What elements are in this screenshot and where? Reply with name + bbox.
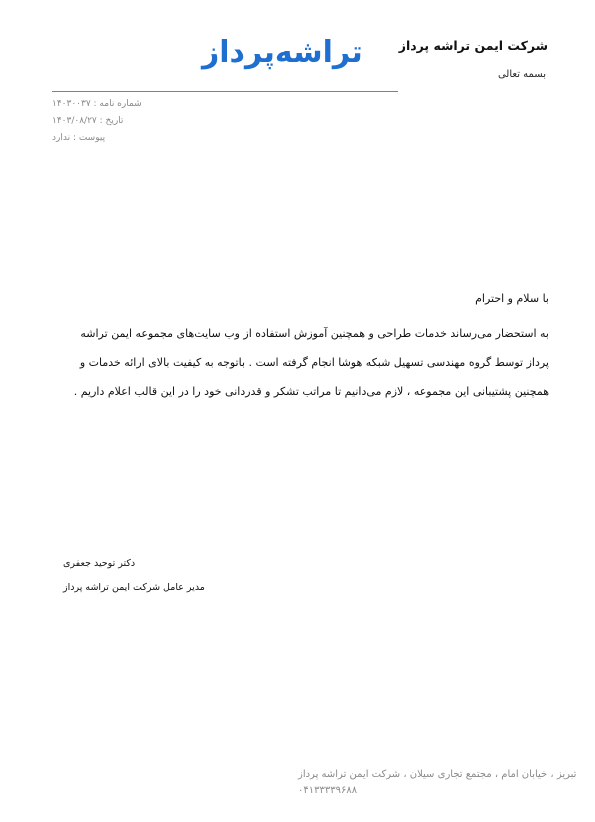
letter-number: شماره نامه : ۱۴۰۳۰۰۳۷ — [52, 99, 142, 109]
body-line: پرداز توسط گروه مهندسی تسهیل شبکه هوشا انجام گرفته است . باتوجه به کیفیت بالای ارائه خدمات و — [79, 356, 549, 369]
invocation: بسمه تعالی — [497, 69, 546, 80]
logo-wordmark: تراشه‌پرداز — [202, 35, 363, 70]
footer-address: تبریز ، خیابان امام ، مجتمع تجاری سیلان ، شرکت ایمن تراشه پرداز — [298, 769, 577, 780]
company-logo — [52, 30, 363, 72]
letter-date: تاریخ : ۱۴۰۳/۰۸/۲۷ — [52, 116, 124, 126]
body-line: همچنین پشتیبانی این مجموعه ، لازم می‌دانیم تا مراتب تشکر و قدردانی خود را در این قالب اعلام داریم . — [73, 385, 549, 398]
header-divider — [52, 91, 398, 92]
greeting: با سلام و احترام — [475, 292, 549, 305]
attachment-info: پیوست : ندارد — [52, 133, 106, 143]
body-line: به استحضار می‌رساند خدمات طراحی و همچنین آموزش استفاده از وب سایت‌های مجموعه ایمن تراشه — [80, 327, 549, 340]
signer-name: دکتر توحید جعفری — [63, 558, 136, 569]
signer-title: مدیر عامل شرکت ایمن تراشه پرداز — [63, 582, 205, 593]
footer-phone: ۰۴۱۳۳۳۳۹۶۸۸ — [298, 785, 358, 796]
company-name: شرکت ایمن تراشه پرداز — [398, 38, 548, 53]
